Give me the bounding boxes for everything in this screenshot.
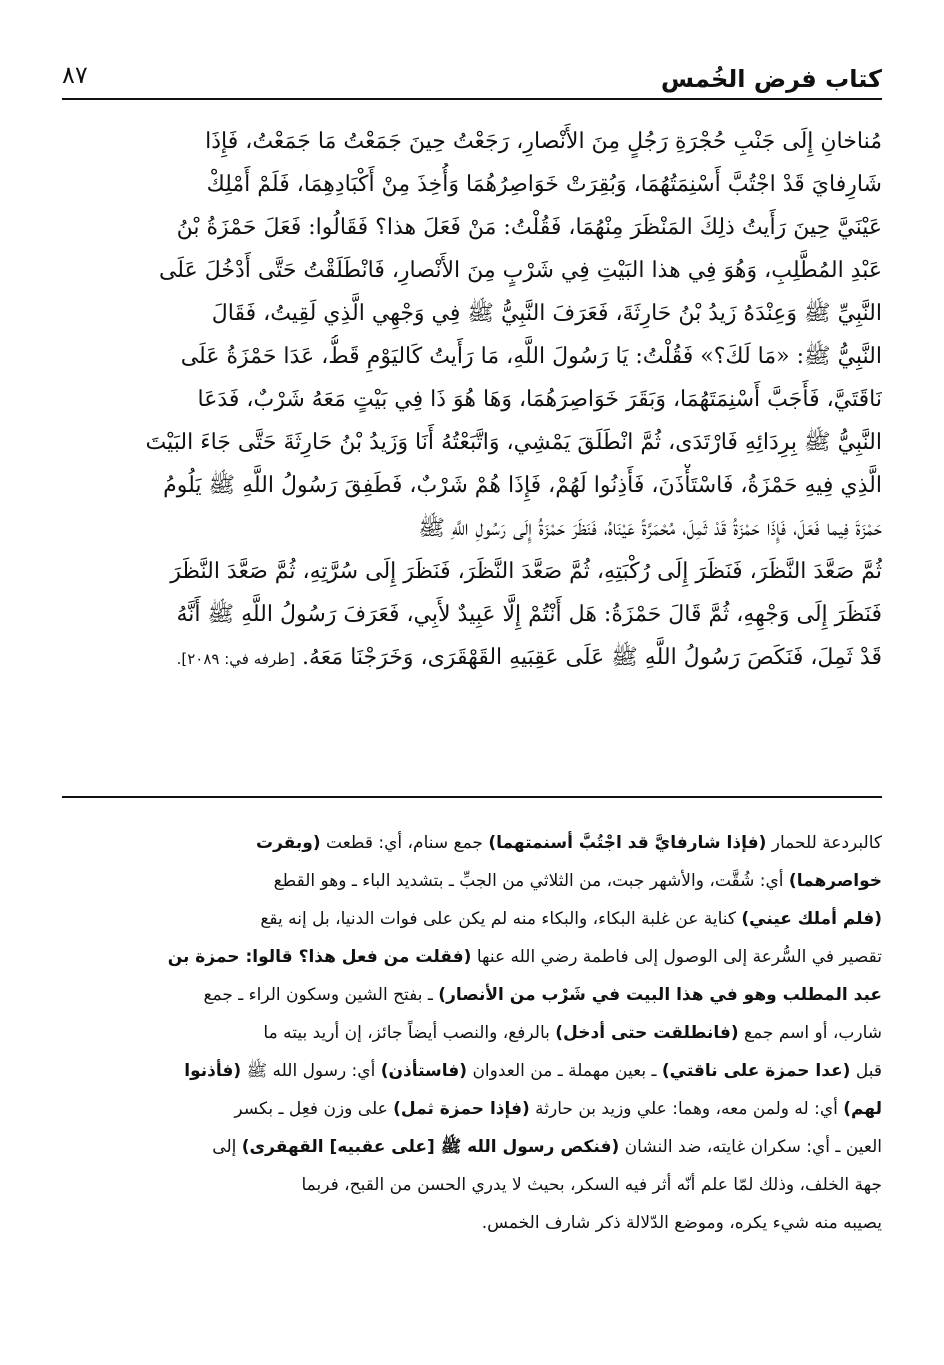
footnote-text: إلى	[212, 1137, 242, 1157]
footnote-quote: (فأذنوا	[184, 1061, 242, 1081]
footnote-quote: (فنكص رسول الله ﷺ [على عقبيه] القهقرى)	[241, 1137, 620, 1157]
footnote-text: ـ بعين مهملة ـ من العدوان	[467, 1061, 662, 1081]
header-divider	[62, 98, 882, 100]
footnote-line	[62, 1090, 882, 1128]
footnote-line: جهة الخلف، وذلك لمّا علم أنّه أثر فيه السكر، بحيث لا يدري الحسن من القبح، فربما	[301, 1175, 882, 1195]
text-line-last	[62, 636, 882, 679]
footnote-text: قبل	[850, 1061, 882, 1081]
footnote-text: شارب، أو اسم جمع	[738, 1023, 882, 1043]
text-line: فَنَظَرَ إِلَى وَجْهِهِ، ثُمَّ قَالَ حَمْزَةُ: هَل أَنْتُمْ إِلَّا عَبِيدٌ لأَبِي، فَعَرَفَ رَسُولُ اللَّهِ ﷺ أَنَّهُ	[176, 602, 882, 627]
text-line: النَّبِيُّ ﷺ: «مَا لَكَ؟» فَقُلْتُ: يَا رَسُولَ اللَّهِ، مَا رَأَيتُ كَاليَوْمِ قَطُّ، عَدَا حَمْزَةُ عَلَى	[180, 344, 882, 369]
text-line: نَاقَتَيَّ، فَأَجَبَّ أَسْنِمَتَهُمَا، وَبَقَرَ خَوَاصِرَهُمَا، وَهَا هُوَ ذَا فِي بَيْتٍ مَعَهُ شَرْبٌ، فَدَعَا	[197, 387, 882, 412]
footnote-line	[62, 1128, 882, 1166]
footnote-text: أي: له ولمن معه، وهما: علي وزيد بن حارثة	[529, 1099, 844, 1119]
footnote-text: ـ بفتح الشين وسكون الراء ـ جمع	[203, 985, 439, 1005]
footnote-quote: عبد المطلب وهو في هذا البيت في شَرْب من الأنصار)	[438, 985, 882, 1005]
footnote-text: كناية عن غلبة البكاء، والبكاء منه لم يكن على فوات الدنيا، بل إنه يقع	[260, 909, 742, 929]
footnote-divider	[62, 796, 882, 798]
footnote-line	[62, 1052, 882, 1090]
footnote-quote: خواصرهما)	[788, 871, 882, 891]
footnote-text: العين ـ أي: سكران غايته، ضد النشان	[619, 1137, 882, 1157]
cross-reference-citation: [طرفه في: ٢٠٨٩].	[176, 650, 296, 668]
footnote-line	[62, 824, 882, 862]
footnote-quote: (فإذا شارفايَّ قد اجْتُبَّ أسنمتهما)	[488, 833, 767, 853]
footnote-line	[62, 976, 882, 1014]
page-header	[62, 56, 882, 100]
footnote-text: جمع سنام، أي: قطعت	[320, 833, 489, 853]
text-line: النَّبِيُّ ﷺ بِرِدَائِهِ فَارْتَدَى، ثُمَّ انْطَلَقَ يَمْشِي، وَاتَّبَعْتُهُ أَنَا وَزَيدُ بْنُ حَارِثَةَ حَتَّى جَاءَ البَيْتَ	[145, 430, 882, 455]
footnote-text: كالبردعة للحمار	[766, 833, 882, 853]
text-line: ثُمَّ صَعَّدَ النَّظَرَ، فَنَظَرَ إِلَى رُكْبَتِهِ، ثُمَّ صَعَّدَ النَّظَرَ، فَنَظَرَ إِلَى سُرَّتِهِ، ثُمَّ صَعَّدَ النَّظَرَ	[170, 559, 882, 584]
text-line: عَيْنَيَّ حِينَ رَأَيتُ ذلِكَ المَنْظَرَ مِنْهُمَا، فَقُلْتُ: مَنْ فَعَلَ هذا؟ فَقَالُوا: فَعَلَ حَمْزَةُ بْنُ	[176, 215, 882, 240]
text-line: شَارِفايَ قَدْ اجْتُبَّ أَسْنِمَتُهُمَا، وَبُقِرَتْ خَوَاصِرُهُمَا وَأُخِذَ مِنْ أَكْبَادِهِمَا، فَلَمْ أَمْلِكْ	[206, 172, 882, 197]
last-line-text: قَدْ ثَمِلَ، فَنَكَصَ رَسُولُ اللَّهِ ﷺ عَلَى عَقِبَيهِ القَهْقَرَى، وَخَرَجْنَا مَعَهُ.	[302, 645, 882, 670]
footnote-line	[62, 1014, 882, 1052]
footnote-quote: لهم)	[843, 1099, 882, 1119]
footnote-line	[62, 862, 882, 900]
footnote-text: تقصير في السُّرعة إلى الوصول إلى فاطمة رضي الله عنها	[471, 947, 882, 967]
footnote-quote: (فاستأذن)	[380, 1061, 468, 1081]
commentary-footnotes	[62, 824, 882, 1294]
footnote-line: يصيبه منه شيء يكره، وموضع الدّلالة ذكر شارف الخمس.	[481, 1213, 882, 1233]
footnote-text: على وزن فعِل ـ بكسر	[234, 1099, 394, 1119]
footnote-quote: (فقلت من فعل هذا؟ قالوا: حمزة بن	[167, 947, 472, 967]
page-number: ٨٧	[62, 61, 88, 89]
chapter-title: كتاب فرض الخُمس	[660, 65, 882, 93]
text-line: النَّبِيِّ ﷺ وَعِنْدَهُ زَيدُ بْنُ حَارِثَةَ، فَعَرَفَ النَّبِيُّ ﷺ فِي وَجْهِي الَّذِي لَقِيتُ، فَقَالَ	[211, 301, 882, 326]
footnote-line	[62, 900, 882, 938]
hadith-text	[62, 120, 882, 740]
text-line: عَبْدِ المُطَّلِبِ، وَهُوَ فِي هذا البَيْتِ فِي شَرْبٍ مِنَ الأَنْصارِ، فَانْطَلَقْتُ حَتَّى أَدْخُلَ عَلَى	[158, 258, 882, 283]
footnote-quote: (وبقرت	[256, 833, 321, 853]
footnote-quote: (فلم أملك عيني)	[741, 909, 882, 929]
footnote-text: أي: رسول الله ﷺ	[241, 1061, 381, 1081]
footnote-line	[62, 938, 882, 976]
text-line: مُناخانِ إِلَى جَنْبِ حُجْرَةِ رَجُلٍ مِنَ الأَنْصارِ، رَجَعْتُ حِينَ جَمَعْتُ مَا جَمَعْتُ، فَإِذَا	[205, 129, 882, 154]
footnote-text: أي: شُقَّت، والأشهر جبت، من الثلاثي من الجبِّ ـ بتشديد الباء ـ وهو القطع	[273, 871, 789, 891]
footnote-quote: (فإذا حمزة ثمل)	[393, 1099, 530, 1119]
footnote-quote: (فانطلقت حتى أدخل)	[555, 1023, 739, 1043]
footnote-quote: (عدا حمزة على ناقتي)	[661, 1061, 851, 1081]
text-line: حَمْزَةَ فِيما فَعَلَ، فَإِذَا حَمْزَةُ قَدْ ثَمِلَ، مُحْمَرَّةً عَيْنَاهُ، فَنَظَرَ حَمْزَةُ إِلَى رَسُولِ اللَّهِ ﷺ	[418, 516, 882, 541]
text-line: الَّذِي فِيهِ حَمْزَةُ، فَاسْتَأْذَنَ، فَأَذِنُوا لَهُمْ، فَإِذَا هُمْ شَرْبٌ، فَطَفِقَ رَسُولُ اللَّهِ ﷺ يَلُومُ	[163, 473, 882, 498]
footnote-text: بالرفع، والنصب أيضاً جائز، إن أريد بيته ما	[263, 1023, 556, 1043]
